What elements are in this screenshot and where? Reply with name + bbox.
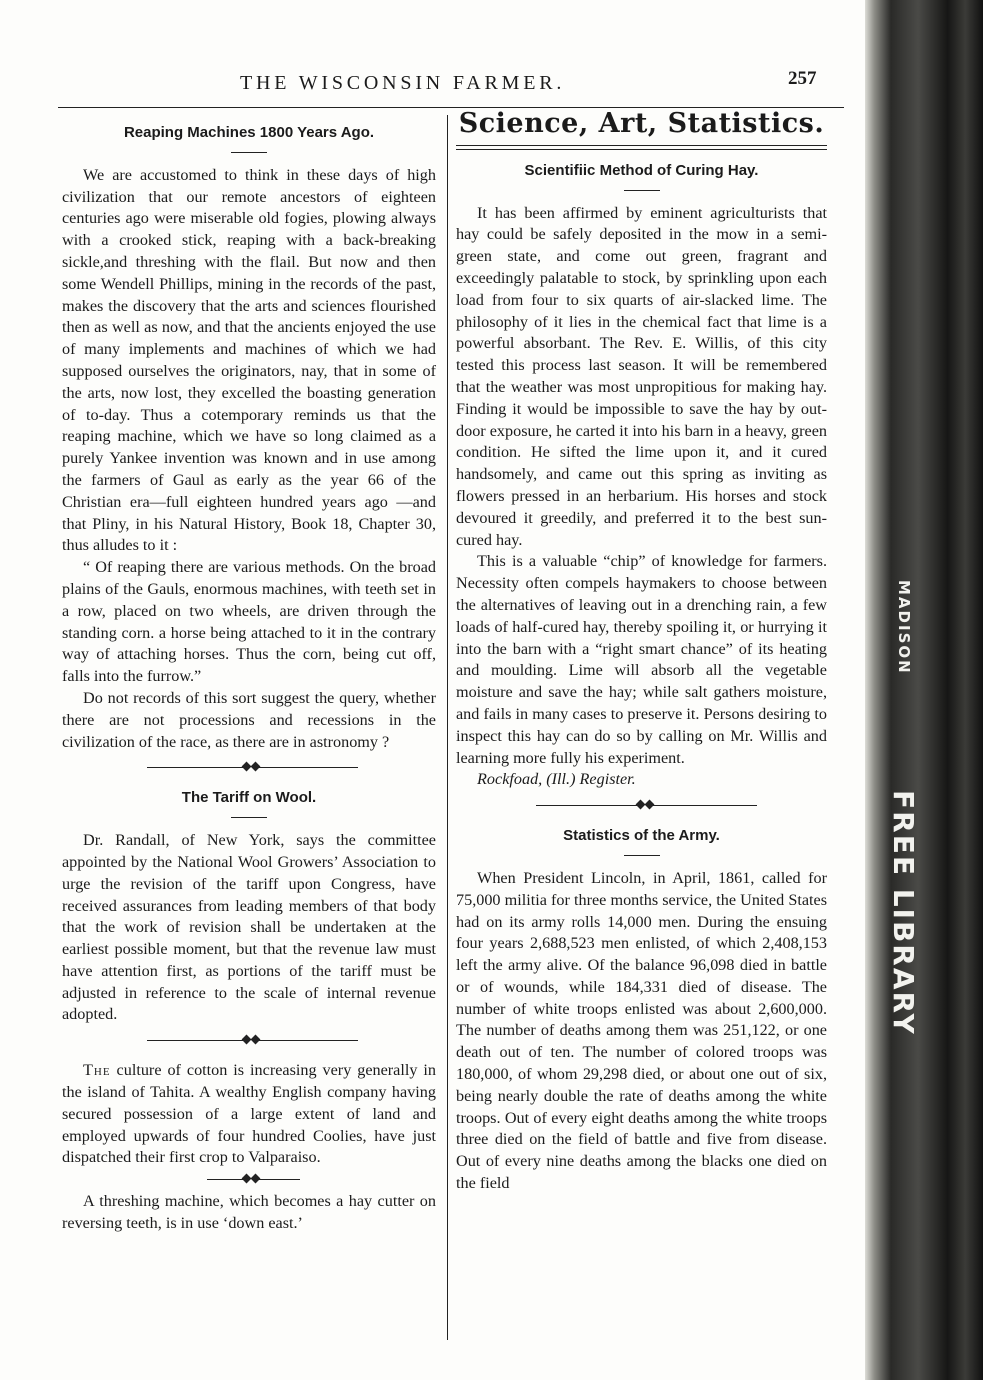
reaping-paragraph-1: We are accustomed to think in these days of high civilization that our remote ancestors of eighteen centuries ago were miserable old fogies, plowing always with a crooked stick, reaping with a back-breaking sickle,and threshing with the flail. But now and then some Wendell Phillips, mining in the records of the past, makes the discovery that the arts and sciences flourished then as well as now, and that the ancients enjoyed the use of many implements and machines of which we had supposed ourselves the originators, nay, that in some of the arts, now lost, they excelled the boasting generation of to-day. Thus a cotemporary reminds us that the reaping machine, which we have so long claimed as a purely Yankee invention was known and in use among the farmers of Gaul as early as the year 66 of the Christian era—full eighteen hundred years ago —and that Pliny, in his Natural History, Book 18, Chapter 30, thus alludes to it : [62, 165, 436, 555]
column-divider [447, 115, 448, 1340]
cotton-paragraph [62, 1060, 436, 1169]
curing-paragraph-2: This is a valuable “chip” of knowledge for farmers. Necessity often compels haymakers to choose between the alternatives of leaving out in a drenching rain, a few loads of half-cured hay, thereby spoiling it, or hurrying it into the barn with a “right smart chance” of its heating and moulding. Lime will absorb all the vegetable moisture and save the hay; while salt gathers moisture, and fails in many cases to preserve it. Persons desiring to inspect this hay can do so by calling on Mr. Willis and learning more fully his experiment. [456, 552, 827, 767]
section-ornament [62, 759, 436, 775]
article-heading-reaping: Reaping Machines 1800 Years Ago. [123, 124, 375, 141]
section-ornament [62, 1032, 436, 1048]
spine-library: FREE LIBRARY [887, 790, 920, 1036]
heading-rule [624, 855, 660, 856]
left-column [62, 122, 436, 1235]
article-heading-tariff: The Tariff on Wool. [181, 789, 317, 807]
heading-rule [624, 190, 660, 191]
section-ornament [456, 797, 827, 813]
heading-rule [231, 817, 267, 818]
tariff-paragraph: Dr. Randall, of New York, says the committee appointed by the National Wool Growers’ Association to urge the revision of the tariff upon Congress, have received assurances from leading members of that body that the work of revision shall be undertaken at the earliest possible moment, but that the revenue law must have attention first, as portions of the tariff must be adjusted in reference to the scale of internal revenue adopted. [62, 831, 436, 1024]
right-column [456, 108, 827, 1195]
army-paragraph: When President Lincoln, in April, 1861, called for 75,000 militia for three months service, the United States had on its army rolls 14,000 men. During the ensuing four years 2,688,523 men enlisted, of which 2,408,153 left the army alive. Of the balance 96,098 died in battle or of wounds, while 184,331 died of disease. The number of white troops enlisted was about 2,600,000. The number of deaths among them was 251,122, or one death out of ten. The number of colored troops was 180,000, of whom 29,298 died, or about one out of six, being nearly double the rate of deaths among the white troops. Out of every eight deaths among the white troops three died on the field of battle and five from disease. Out of every nine deaths among the blacks one died on the field [456, 868, 827, 1193]
article-heading-army: Statistics of the Army. [563, 827, 720, 845]
reaping-paragraph-3: Do not records of this sort suggest the query, whether there are not processions and recessions in the civilization of the race, as there are in astronomy ? [62, 688, 436, 751]
spine-stamp [887, 560, 945, 1360]
journal-title: THE WISCONSIN FARMER. [240, 72, 566, 94]
threshing-paragraph: A threshing machine, which becomes a hay cutter on reversing teeth, is in use ‘down east.’ [62, 1192, 436, 1233]
spine-city: MADISON [895, 580, 913, 675]
section-ornament [62, 1171, 436, 1187]
reaping-paragraph-quote: “ Of reaping there are various methods. On the broad plains of the Gauls, enormous machines, with teeth set in a row, placed on two wheels, are driven through the standing corn. a horse being attached to it in the contrary way of attaching horses. Thus the corn, being cut off, falls into the furrow.” [62, 558, 436, 686]
cotton-lead-word: The [83, 1061, 111, 1080]
section-title-rule [456, 145, 827, 150]
curing-paragraph-1: It has been affirmed by eminent agriculturists that hay could be safely deposited in the mow in a semi-green state, and come out green, fragrant and exceedingly palatable to stock, by sprinkling upon each load from four to six quarts of air-slacked lime. The philosophy of it lies in the chemical fact that lime is a powerful absorbant. The Rev. E. Willis, of this city tested this process last season. It will be remembered that the weather was most unpropitious for making hay. Finding it would be impossible to save the hay by out-door exposure, he carted it into his barn in a heavy, green condition. He sifted the lime upon it, and it cured handsomely, and came out this spring as inviting as flowers pressed in an herbarium. His horses and stock devoured it greedily, and preferred it to the best sun-cured hay. [456, 203, 827, 549]
page-number: 257 [788, 68, 817, 89]
heading-rule [231, 152, 267, 153]
curing-source: Rockfoad, (Ill.) Register. [477, 770, 636, 789]
section-title: Science, Art, Statistics. [458, 108, 825, 139]
cotton-text: culture of cotton is increasing very generally in the island of Tahita. A wealthy English company having secured possession of a large extent of land and employed upwards of four hundred Coolies, have just dispatched their first crop to Valparaiso. [62, 1061, 436, 1167]
page-header [240, 68, 840, 98]
article-heading-curing: Scientifiic Method of Curing Hay. [524, 161, 759, 179]
